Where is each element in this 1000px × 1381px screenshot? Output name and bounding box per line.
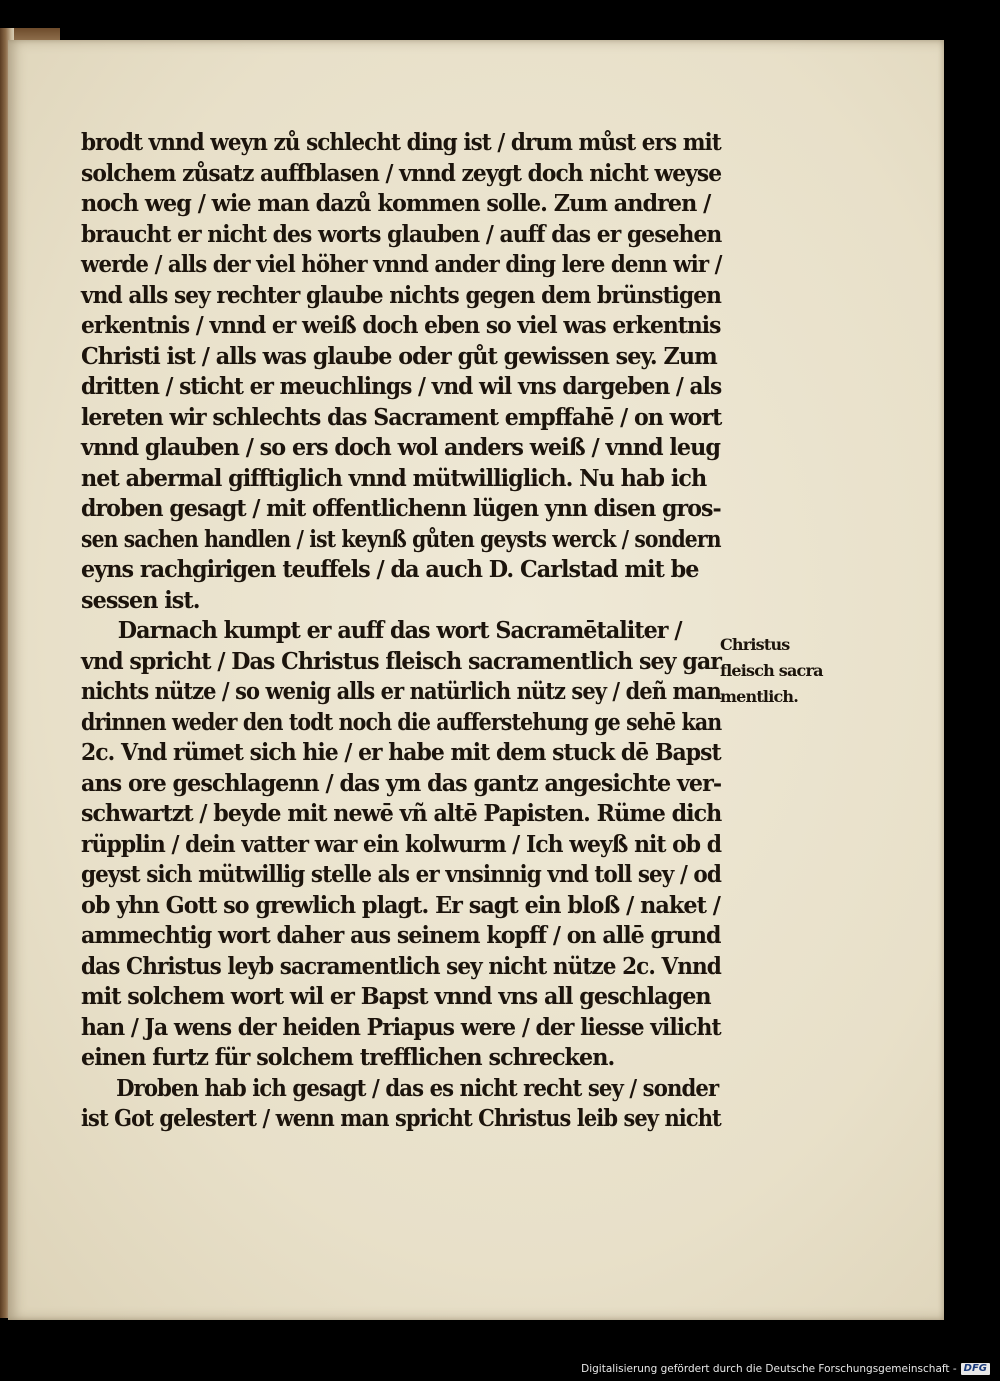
text-line: das Christus leyb sacramentlich sey nicht nütze 2c. Vnnd — [81, 952, 721, 980]
funding-credit — [581, 1363, 990, 1375]
funding-credit-text: Digitalisierung gefördert durch die Deutsche Forschungsgemeinschaft - — [581, 1363, 957, 1375]
text-line: einen furtz für solchem trefflichen schrecken. — [81, 1044, 615, 1071]
text-line: ist Got gelestert / wenn man spricht Christus leib sey nicht — [81, 1105, 721, 1132]
marginal-note — [720, 632, 830, 710]
text-line: geyst sich mütwillig stelle als er vnsinnig vnd toll sey / od — [81, 861, 721, 888]
body-text — [81, 128, 741, 1135]
text-line: sessen ist. — [81, 586, 200, 614]
text-line: brodt vnnd weyn zů schlecht ding ist / drum můst ers mit — [81, 129, 721, 156]
text-line: vnd alls sey rechter glaube nichts gegen dem brünstigen — [81, 281, 721, 309]
marginal-note-line: mentlich. — [720, 687, 799, 706]
text-line: mit solchem wort wil er Bapst vnnd vns all geschlagen — [81, 983, 711, 1010]
text-line: ob yhn Gott so grewlich plagt. Er sagt ein bloß / naket / — [81, 891, 720, 919]
text-line: ans ore geschlagenn / das ym das gantz angesichte ver- — [81, 769, 722, 797]
text-line: net abermal gifftiglich vnnd mütwilliglich. Nu hab ich — [81, 464, 707, 492]
text-line-indented: Droben hab ich gesagt / das es nicht recht sey / sonder — [116, 1074, 719, 1102]
text-line: schwartzt / beyde mit newē vñ altē Papisten. Rüme dich — [81, 800, 722, 827]
text-line: lereten wir schlechts das Sacrament empffahē / on wort — [81, 403, 722, 431]
book-page — [8, 40, 944, 1320]
text-line: ammechtig wort daher aus seinem kopff / on allē grund — [81, 922, 721, 949]
text-line: noch weg / wie man dazů kommen solle. Zum andren / — [81, 190, 711, 217]
text-line-indented: Darnach kumpt er auff das wort Sacramētaliter / — [117, 617, 682, 644]
text-line: sen sachen handlen / ist keynß gůten geysts werck / sondern — [81, 525, 721, 553]
dfg-logo: DFG — [961, 1363, 990, 1375]
text-line: vnd spricht / Das Christus fleisch sacramentlich sey gar — [81, 647, 722, 675]
text-line: rüpplin / dein vatter war ein kolwurm / Ich weyß nit ob d — [81, 830, 722, 858]
marginal-note-line: Christus — [720, 635, 790, 654]
text-line: drinnen weder den todt noch die aufferstehung ge sehē kan — [81, 708, 722, 736]
text-line: werde / alls der viel höher vnnd ander ding lere denn wir / — [81, 251, 722, 278]
text-line: eyns rachgirigen teuffels / da auch D. Carlstad mit be — [81, 556, 699, 583]
text-line: han / Ja wens der heiden Priapus were / der liesse vilicht — [81, 1013, 721, 1041]
text-line: solchem zůsatz auffblasen / vnnd zeygt doch nicht weyse — [81, 159, 722, 187]
marginal-note-line: fleisch sacra — [720, 661, 823, 680]
text-line: droben gesagt / mit offentlichenn lügen ynn disen gros- — [81, 495, 721, 522]
text-line: nichts nütze / so wenig alls er natürlich nütz sey / deñ man — [81, 678, 721, 705]
text-line: erkentnis / vnnd er weiß doch eben so viel was erkentnis — [81, 312, 721, 339]
text-line: Christi ist / alls was glaube oder gůt gewissen sey. Zum — [81, 342, 717, 370]
text-line: dritten / sticht er meuchlings / vnd wil vns dargeben / als — [81, 373, 722, 400]
text-line: vnnd glauben / so ers doch wol anders weiß / vnnd leug — [81, 434, 721, 461]
text-line: braucht er nicht des worts glauben / auff das er gesehen — [81, 220, 722, 248]
text-line: 2c. Vnd rümet sich hie / er habe mit dem stuck dē Bapst — [81, 739, 721, 766]
